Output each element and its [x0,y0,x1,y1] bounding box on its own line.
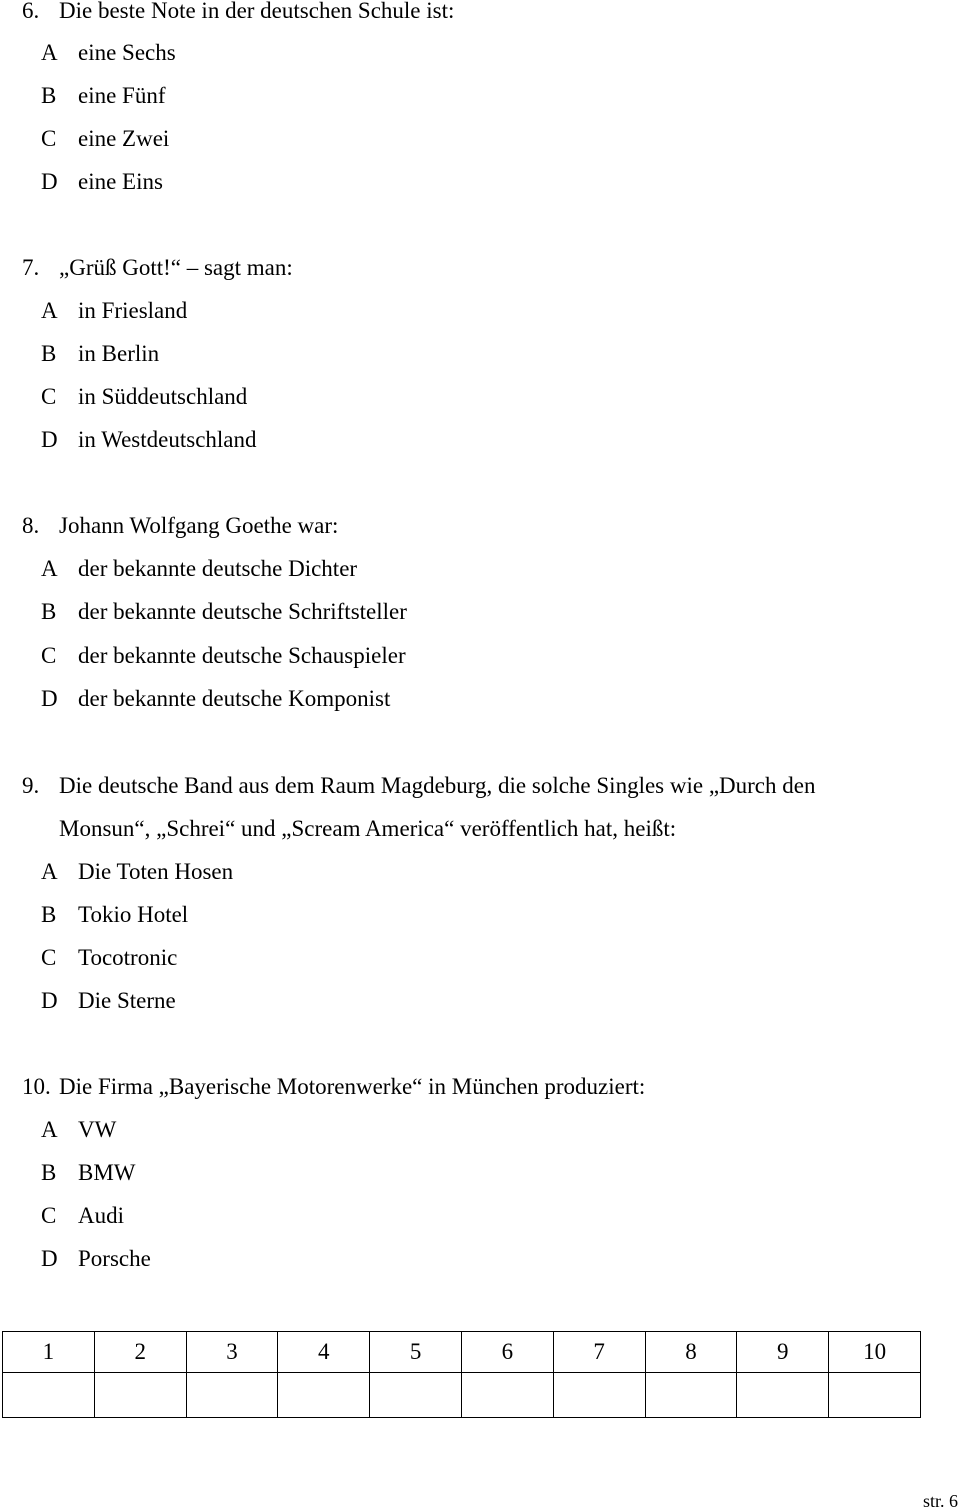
option-text: der bekannte deutsche Komponist [78,686,391,711]
option-text: VW [78,1117,117,1142]
option-letter: C [41,1203,57,1228]
option-letter: A [41,40,58,65]
answer-table-header-cell: 2 [94,1332,186,1373]
answer-cell-2[interactable] [94,1373,186,1418]
option-letter: D [41,427,58,452]
answer-cell-3[interactable] [186,1373,278,1418]
option-text: Audi [78,1203,124,1228]
answer-table-header-cell: 4 [278,1332,370,1373]
option-letter: C [41,126,57,151]
option-text: Die Toten Hosen [78,859,234,884]
option-letter: D [41,169,58,194]
question-number: 8. [22,513,40,538]
option-letter: C [41,384,57,409]
option-text: Tokio Hotel [78,902,189,927]
question-text: Die Firma „Bayerische Motorenwerke“ in München produziert: [59,1074,646,1099]
option-text: Porsche [78,1246,151,1271]
answer-table-header-cell: 5 [370,1332,462,1373]
answer-cell-1[interactable] [3,1373,95,1418]
option-text: Tocotronic [78,945,178,970]
option-letter: B [41,341,57,366]
answer-table-header-row [3,1332,921,1373]
option-letter: B [41,599,57,624]
option-text: der bekannte deutsche Schauspieler [78,643,406,668]
option-letter: D [41,686,58,711]
question-text: „Grüß Gott!“ – sagt man: [59,255,293,280]
question-number: 7. [22,255,40,280]
answer-table-header-cell: 6 [461,1332,553,1373]
option-letter: B [41,83,57,108]
answer-table-answer-row [3,1373,921,1418]
answer-cell-5[interactable] [370,1373,462,1418]
option-text: eine Sechs [78,40,176,65]
option-letter: D [41,988,58,1013]
option-letter: B [41,902,57,927]
page-number: str. 6 [922,1491,958,1511]
answer-table-header-cell: 10 [829,1332,921,1373]
option-text: in Berlin [78,341,160,366]
answer-cell-8[interactable] [645,1373,737,1418]
option-letter: A [41,1117,58,1142]
question-text-continued: Monsun“, „Schrei“ und „Scream America“ veröffentlich hat, heißt: [59,816,677,841]
answer-cell-4[interactable] [278,1373,370,1418]
option-text: eine Eins [78,169,163,194]
option-text: Die Sterne [78,988,176,1013]
option-text: BMW [78,1160,136,1185]
option-text: in Westdeutschland [78,427,257,452]
question-text: Die deutsche Band aus dem Raum Magdeburg, die solche Singles wie „Durch den [59,773,816,798]
answer-table-header-cell: 8 [645,1332,737,1373]
answer-cell-6[interactable] [461,1373,553,1418]
answer-cell-10[interactable] [829,1373,921,1418]
question-text: Johann Wolfgang Goethe war: [59,513,339,538]
question-number: 6. [22,0,40,23]
answer-table-header-cell: 7 [553,1332,645,1373]
answer-table-header-cell: 9 [737,1332,829,1373]
option-text: in Süddeutschland [78,384,248,409]
question-text: Die beste Note in der deutschen Schule ist: [59,0,455,23]
answer-cell-9[interactable] [737,1373,829,1418]
question-number: 9. [22,773,40,798]
option-text: in Friesland [78,298,188,323]
answer-table-header-cell: 3 [186,1332,278,1373]
option-letter: D [41,1246,58,1271]
question-number: 10. [22,1074,51,1099]
option-text: eine Fünf [78,83,166,108]
option-text: der bekannte deutsche Dichter [78,556,358,581]
answer-table-header-cell: 1 [3,1332,95,1373]
option-letter: A [41,298,58,323]
option-letter: B [41,1160,57,1185]
answer-cell-7[interactable] [553,1373,645,1418]
option-letter: A [41,859,58,884]
option-text: der bekannte deutsche Schriftsteller [78,599,407,624]
option-letter: C [41,945,57,970]
option-letter: C [41,643,57,668]
answer-table [2,1331,921,1418]
option-letter: A [41,556,58,581]
option-text: eine Zwei [78,126,170,151]
